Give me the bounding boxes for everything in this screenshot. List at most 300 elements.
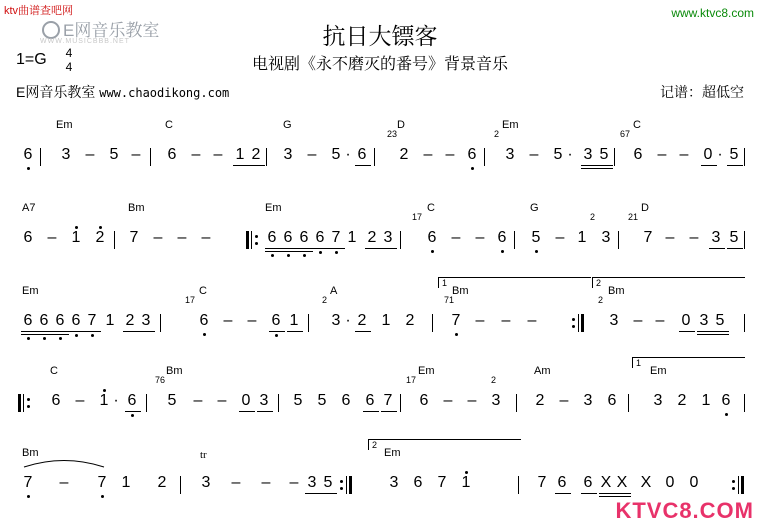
- dash-hold: –: [555, 229, 565, 246]
- chord-symbol: Bm: [128, 202, 145, 214]
- note: 3: [307, 474, 317, 491]
- note: 2: [367, 229, 377, 246]
- dash-hold: –: [177, 229, 187, 246]
- note: 6: [427, 229, 437, 246]
- underline-eighth: [249, 165, 265, 166]
- underline-sixteenth: [265, 251, 281, 252]
- bar-line: [628, 394, 629, 412]
- time-signature: [62, 46, 76, 74]
- watermark-brand-logo: KTVC8.COM: [615, 498, 754, 523]
- dash-hold: –: [527, 312, 537, 329]
- grace-note: 2: [494, 129, 500, 139]
- note: 0: [703, 146, 713, 163]
- bar-line: [614, 148, 615, 166]
- watermark-faint-text: WWW.MUSICBBB.NET: [40, 38, 130, 45]
- dash-hold: –: [633, 312, 643, 329]
- octave-dot-below: [75, 334, 78, 337]
- credit-name: E网音乐教室: [16, 84, 96, 100]
- bar-line: [308, 314, 309, 332]
- octave-dot-below: [501, 250, 504, 253]
- note: 6: [55, 312, 65, 329]
- score-title: 抗日大镖客: [322, 23, 438, 49]
- underline-eighth: [287, 331, 303, 332]
- note: 6: [199, 312, 209, 329]
- bar-line: [146, 394, 147, 412]
- underline-eighth: [139, 331, 155, 332]
- bar-line: [400, 394, 401, 412]
- underline-eighth: [239, 411, 255, 412]
- dash-hold: –: [679, 146, 689, 163]
- note: 3: [389, 474, 399, 491]
- volta-number: 2: [372, 440, 378, 450]
- note: 3: [331, 312, 341, 329]
- note: 1: [289, 312, 299, 329]
- note: 6: [633, 146, 643, 163]
- note: 3: [601, 229, 611, 246]
- note: 5: [553, 146, 563, 163]
- underline-eighth: [125, 411, 141, 412]
- underline-eighth: [321, 493, 337, 494]
- underline-eighth: [727, 165, 743, 166]
- note: 7: [97, 474, 107, 491]
- note: 5: [293, 392, 303, 409]
- dash-hold: –: [85, 146, 95, 163]
- note: 2: [125, 312, 135, 329]
- repeat-dot: [732, 480, 735, 483]
- volta-number: 1: [636, 358, 642, 368]
- dash-hold: –: [223, 312, 233, 329]
- note: 7: [87, 312, 97, 329]
- underline-eighth: [269, 331, 285, 332]
- chord-symbol: G: [530, 202, 539, 214]
- underline-eighth: [355, 331, 371, 332]
- note: 2: [251, 146, 261, 163]
- dash-hold: –: [217, 392, 227, 409]
- note: 6: [39, 312, 49, 329]
- dash-hold: –: [501, 312, 511, 329]
- octave-dot-below: [431, 250, 434, 253]
- meter-bottom: 4: [65, 60, 73, 74]
- grace-note: 71: [444, 295, 455, 305]
- chord-symbol: Bm: [22, 447, 39, 459]
- note: 7: [643, 229, 653, 246]
- watermark-url[interactable]: www.ktvc8.com: [671, 6, 754, 20]
- repeat-dot: [340, 480, 343, 483]
- dash-hold: –: [201, 229, 211, 246]
- underline-sixteenth: [599, 496, 615, 497]
- dash-hold: –: [657, 146, 667, 163]
- chord-symbol: G: [283, 119, 292, 131]
- underline-eighth: [233, 165, 249, 166]
- underline-sixteenth: [597, 168, 613, 169]
- note: 6: [23, 312, 33, 329]
- octave-dot-above: [75, 226, 78, 229]
- note: ·: [345, 146, 351, 163]
- dash-hold: –: [193, 392, 203, 409]
- chord-symbol: C: [199, 285, 207, 297]
- underline-eighth: [381, 411, 397, 412]
- note: 6: [413, 474, 423, 491]
- note: ·: [345, 312, 351, 329]
- watermark-logo-text: E网音乐教室: [63, 21, 160, 40]
- underline-eighth: [37, 331, 53, 332]
- key-signature: 1=G: [16, 51, 47, 68]
- underline-eighth: [313, 248, 329, 249]
- dash-hold: –: [443, 392, 453, 409]
- notator-credit: 记谱：超低空: [660, 84, 744, 100]
- note: 3: [201, 474, 211, 491]
- chord-symbol: Bm: [452, 285, 469, 297]
- note: 6: [607, 392, 617, 409]
- dash-hold: –: [559, 392, 569, 409]
- bar-line: [516, 394, 517, 412]
- octave-dot-below: [471, 167, 474, 170]
- underline-sixteenth: [697, 334, 713, 335]
- octave-dot-below: [91, 334, 94, 337]
- repeat-end-thick: [581, 314, 584, 332]
- note: 7: [23, 474, 33, 491]
- note: 3: [699, 312, 709, 329]
- octave-dot-below: [131, 414, 134, 417]
- note: 3: [583, 146, 593, 163]
- repeat-dot: [27, 405, 30, 408]
- note: 3: [505, 146, 515, 163]
- octave-dot-below: [319, 251, 322, 254]
- note: ·: [113, 392, 119, 409]
- volta-bracket: [632, 357, 745, 368]
- tie-arc: [24, 461, 104, 468]
- bar-line: [114, 231, 115, 249]
- dash-hold: –: [307, 146, 317, 163]
- bar-line: [278, 394, 279, 412]
- note: 6: [71, 312, 81, 329]
- octave-dot-above: [103, 389, 106, 392]
- underline-eighth: [85, 331, 101, 332]
- underline-eighth: [21, 331, 37, 332]
- grace-note: 2: [598, 295, 604, 305]
- watermark-site-text: ktv曲谱查吧网: [4, 5, 74, 17]
- octave-dot-below: [271, 254, 274, 257]
- chord-symbol: D: [641, 202, 649, 214]
- note: 1: [701, 392, 711, 409]
- dash-hold: –: [213, 146, 223, 163]
- underline-eighth: [727, 248, 743, 249]
- note: X: [616, 474, 628, 491]
- note: 0: [689, 474, 699, 491]
- note: 7: [537, 474, 547, 491]
- volta-number: 2: [596, 278, 602, 288]
- chord-symbol: Em: [265, 202, 282, 214]
- note: 7: [331, 229, 341, 246]
- underline-sixteenth: [281, 251, 297, 252]
- chord-symbol: Em: [384, 447, 401, 459]
- note: 6: [497, 229, 507, 246]
- underline-eighth: [363, 411, 379, 412]
- dash-hold: –: [689, 229, 699, 246]
- dash-hold: –: [131, 146, 141, 163]
- volta-bracket: [368, 439, 521, 450]
- bar-line: [744, 394, 745, 412]
- note: 7: [383, 392, 393, 409]
- note: 5: [109, 146, 119, 163]
- underline-sixteenth: [297, 251, 313, 252]
- grace-note: 76: [155, 375, 166, 385]
- bar-line: [744, 148, 745, 166]
- underline-eighth: [53, 331, 69, 332]
- octave-dot-above: [99, 226, 102, 229]
- underline-eighth: [679, 331, 695, 332]
- note: 6: [23, 146, 33, 163]
- grace-note: 21: [628, 212, 639, 222]
- note: 3: [653, 392, 663, 409]
- note: 7: [129, 229, 139, 246]
- dash-hold: –: [423, 146, 433, 163]
- note: 1: [347, 229, 357, 246]
- chord-symbol: C: [165, 119, 173, 131]
- bar-line: [484, 148, 485, 166]
- bar-line: [514, 231, 515, 249]
- dash-hold: –: [75, 392, 85, 409]
- bar-line: [40, 148, 41, 166]
- note: 6: [357, 146, 367, 163]
- underline-sixteenth: [713, 334, 729, 335]
- bar-line: [374, 148, 375, 166]
- grace-note: 23: [387, 129, 398, 139]
- repeat-end-thin: [738, 476, 739, 494]
- repeat-dot: [255, 235, 258, 238]
- note: 1: [121, 474, 131, 491]
- note: 6: [341, 392, 351, 409]
- note: 0: [681, 312, 691, 329]
- note: 6: [557, 474, 567, 491]
- repeat-start-thin: [251, 231, 252, 249]
- bar-line: [518, 476, 519, 494]
- underline-eighth: [305, 493, 321, 494]
- chord-symbol: Bm: [608, 285, 625, 297]
- note: 5: [323, 474, 333, 491]
- note: 6: [315, 229, 325, 246]
- bar-line: [400, 231, 401, 249]
- bar-line: [180, 476, 181, 494]
- repeat-dot: [572, 325, 575, 328]
- chord-symbol: Em: [56, 119, 73, 131]
- chord-symbol: C: [50, 365, 58, 377]
- note: 2: [157, 474, 167, 491]
- volta-bracket: [592, 277, 745, 288]
- note: 7: [437, 474, 447, 491]
- underline-eighth: [709, 248, 725, 249]
- dash-hold: –: [231, 474, 241, 491]
- octave-dot-below: [203, 333, 206, 336]
- octave-dot-below: [335, 251, 338, 254]
- dash-hold: –: [451, 229, 461, 246]
- grace-note: 2: [322, 295, 328, 305]
- repeat-dot: [572, 318, 575, 321]
- note: 3: [711, 229, 721, 246]
- bar-line: [432, 314, 433, 332]
- note: 5: [599, 146, 609, 163]
- underline-sixteenth: [37, 334, 53, 335]
- underline-eighth: [581, 165, 597, 166]
- dash-hold: –: [289, 474, 299, 491]
- dash-hold: –: [665, 229, 675, 246]
- octave-dot-below: [27, 167, 30, 170]
- underline-eighth: [697, 331, 713, 332]
- note: 6: [271, 312, 281, 329]
- note: 2: [95, 229, 105, 246]
- dash-hold: –: [475, 229, 485, 246]
- note: 3: [491, 392, 501, 409]
- note: 2: [405, 312, 415, 329]
- note: 1: [99, 392, 109, 409]
- octave-dot-below: [43, 337, 46, 340]
- bar-line: [744, 231, 745, 249]
- note: 1: [235, 146, 245, 163]
- note: 2: [399, 146, 409, 163]
- chord-symbol: C: [427, 202, 435, 214]
- underline-eighth: [265, 248, 281, 249]
- octave-dot-below: [275, 334, 278, 337]
- octave-dot-below: [287, 254, 290, 257]
- bar-line: [150, 148, 151, 166]
- chord-symbol: Em: [418, 365, 435, 377]
- underline-eighth: [599, 493, 615, 494]
- dash-hold: –: [529, 146, 539, 163]
- repeat-start-thick: [18, 394, 21, 412]
- underline-eighth: [329, 248, 345, 249]
- underline-sixteenth: [53, 334, 69, 335]
- underline-eighth: [581, 493, 597, 494]
- note: 6: [127, 392, 137, 409]
- note: 3: [383, 229, 393, 246]
- repeat-dot: [340, 487, 343, 490]
- underline-eighth: [381, 248, 397, 249]
- octave-dot-below: [101, 495, 104, 498]
- chord-symbol: A7: [22, 202, 36, 214]
- octave-dot-below: [59, 337, 62, 340]
- chord-symbol: Bm: [166, 365, 183, 377]
- octave-dot-below: [27, 495, 30, 498]
- grace-note: 17: [406, 375, 417, 385]
- repeat-end-thin: [346, 476, 347, 494]
- dash-hold: –: [475, 312, 485, 329]
- note: 3: [609, 312, 619, 329]
- note: 6: [267, 229, 277, 246]
- dash-hold: –: [47, 229, 57, 246]
- bar-line: [618, 231, 619, 249]
- note: 1: [577, 229, 587, 246]
- note: 1: [71, 229, 81, 246]
- volta-number: 1: [442, 278, 448, 288]
- underline-eighth: [597, 165, 613, 166]
- note: X: [640, 474, 652, 491]
- octave-dot-below: [27, 337, 30, 340]
- note: 6: [51, 392, 61, 409]
- bar-line: [266, 148, 267, 166]
- note: 3: [61, 146, 71, 163]
- octave-dot-below: [535, 250, 538, 253]
- note: 6: [419, 392, 429, 409]
- underline-eighth: [297, 248, 313, 249]
- grace-note: 17: [412, 212, 423, 222]
- grace-note: 2: [590, 212, 596, 222]
- credit-line: [16, 82, 229, 102]
- underline-eighth: [123, 331, 139, 332]
- note: 2: [677, 392, 687, 409]
- meter-top: 4: [65, 46, 73, 60]
- chord-symbol: A: [330, 285, 338, 297]
- note: 2: [535, 392, 545, 409]
- note: 3: [259, 392, 269, 409]
- chord-symbol: D: [397, 119, 405, 131]
- note: 5: [715, 312, 725, 329]
- note: X: [600, 474, 612, 491]
- note: 6: [721, 392, 731, 409]
- dash-hold: –: [261, 474, 271, 491]
- note: 6: [23, 229, 33, 246]
- note: 6: [365, 392, 375, 409]
- note: 5: [167, 392, 177, 409]
- note: 5: [729, 229, 739, 246]
- bar-line: [744, 314, 745, 332]
- dash-hold: –: [191, 146, 201, 163]
- dash-hold: –: [445, 146, 455, 163]
- note: 6: [167, 146, 177, 163]
- underline-eighth: [713, 331, 729, 332]
- dash-hold: –: [655, 312, 665, 329]
- chord-symbol: Am: [534, 365, 551, 377]
- repeat-end-thin: [578, 314, 579, 332]
- note: 6: [583, 474, 593, 491]
- underline-sixteenth: [615, 496, 631, 497]
- note: 0: [241, 392, 251, 409]
- trill-mark: tr: [200, 449, 207, 461]
- repeat-end-thick: [741, 476, 744, 494]
- note: 3: [283, 146, 293, 163]
- underline-eighth: [281, 248, 297, 249]
- credit-url[interactable]: www.chaodikong.com: [99, 86, 230, 100]
- grace-note: 17: [185, 295, 196, 305]
- note: 3: [583, 392, 593, 409]
- grace-note: 2: [491, 375, 497, 385]
- bar-line: [160, 314, 161, 332]
- octave-dot-below: [455, 333, 458, 336]
- repeat-dot: [27, 398, 30, 401]
- note: 5: [331, 146, 341, 163]
- dash-hold: –: [467, 392, 477, 409]
- dash-hold: –: [59, 474, 69, 491]
- grace-note: 67: [620, 129, 631, 139]
- note: ·: [567, 146, 573, 163]
- underline-eighth: [615, 493, 631, 494]
- underline-eighth: [257, 411, 273, 412]
- note: 3: [141, 312, 151, 329]
- underline-eighth: [555, 493, 571, 494]
- repeat-dot: [732, 487, 735, 490]
- note: 0: [665, 474, 675, 491]
- chord-symbol: Em: [22, 285, 39, 297]
- underline-eighth: [365, 248, 381, 249]
- note: 1: [105, 312, 115, 329]
- underline-sixteenth: [581, 168, 597, 169]
- note: 7: [451, 312, 461, 329]
- chord-symbol: Em: [650, 365, 667, 377]
- octave-dot-below: [303, 254, 306, 257]
- note: 6: [283, 229, 293, 246]
- underline-sixteenth: [21, 334, 37, 335]
- dash-hold: –: [153, 229, 163, 246]
- note: 1: [461, 474, 471, 491]
